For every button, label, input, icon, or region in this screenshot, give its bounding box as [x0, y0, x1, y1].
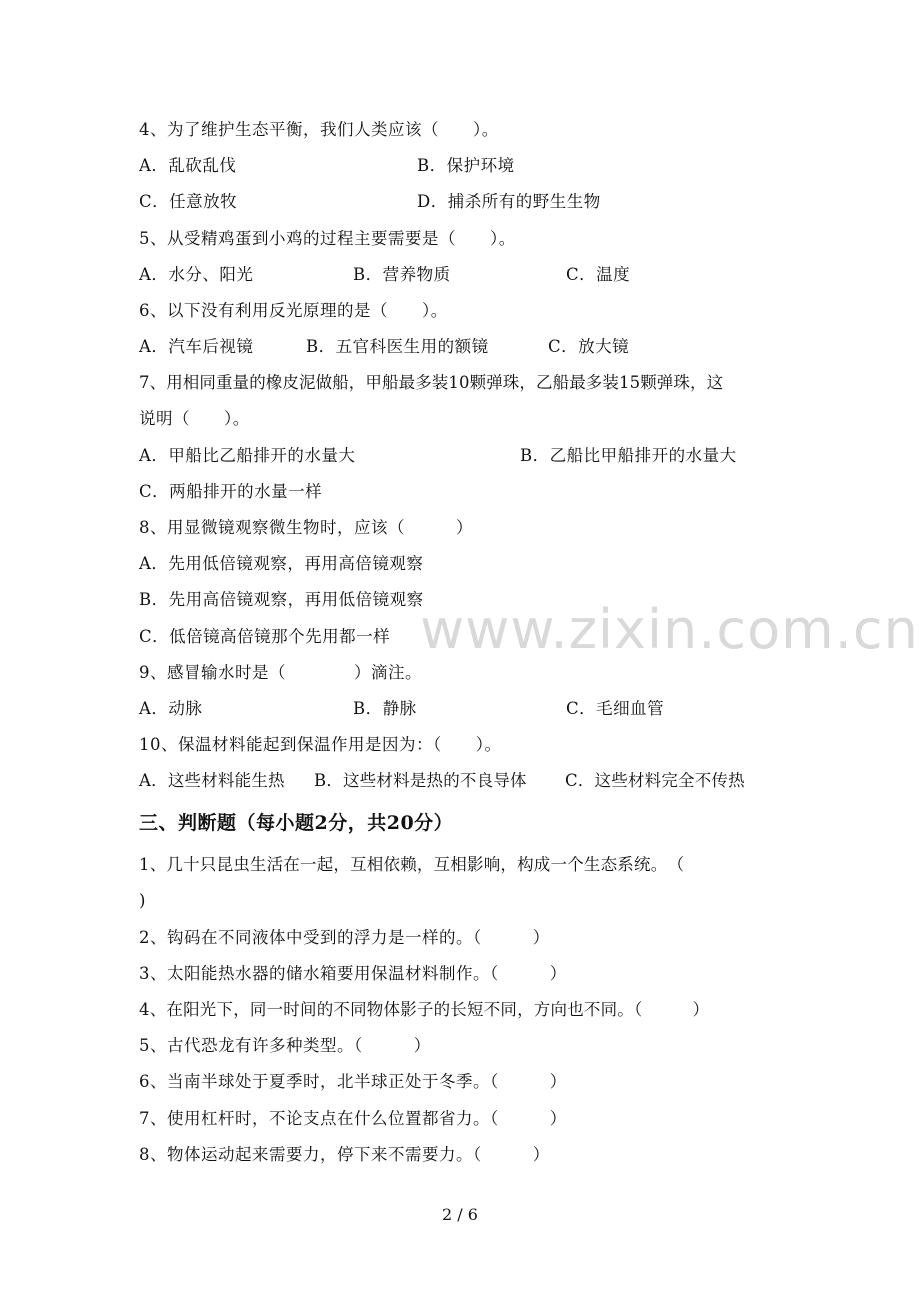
option-b: B．乙船比甲船排开的水量大	[520, 446, 737, 465]
question-stem: 5、从受精鸡蛋到小鸡的过程主要需要是（ ）。	[139, 229, 516, 248]
option-b: B．保护环境	[417, 156, 515, 175]
option-a: A．先用低倍镜观察，再用高倍镜观察	[139, 554, 424, 573]
option-c: C．放大镜	[548, 337, 630, 356]
question-stem: 9、感冒输水时是（ ）滴注。	[139, 663, 422, 682]
option-a: A．汽车后视镜	[139, 337, 254, 356]
question-stem: 8、用显微镜观察微生物时，应该（ ）	[139, 518, 473, 537]
judgment-item-1-line-2: )	[139, 891, 146, 910]
option-b: B．先用高倍镜观察，再用低倍镜观察	[139, 590, 424, 609]
judgment-item-5: 5、古代恐龙有许多种类型。（ ）	[139, 1036, 431, 1055]
question-stem-line-2: 说明（ ）。	[139, 409, 250, 428]
question-stem-line-1: 7、用相同重量的橡皮泥做船，甲船最多装10颗弹珠，乙船最多装15颗弹珠，这	[139, 373, 724, 392]
option-c: C．两船排开的水量一样	[139, 482, 323, 501]
option-c: C．低倍镜高倍镜那个先用都一样	[139, 627, 391, 646]
option-c: C．毛细血管	[566, 699, 665, 718]
option-c: C．这些材料完全不传热	[565, 771, 745, 790]
option-a: A．乱砍乱伐	[139, 156, 237, 175]
judgment-item-8: 8、物体运动起来需要力，停下来不需要力。（ ）	[139, 1145, 550, 1164]
question-stem: 4、为了维护生态平衡，我们人类应该（ ）。	[139, 120, 499, 139]
question-stem: 6、以下没有利用反光原理的是（ ）。	[139, 301, 448, 320]
option-d: D．捕杀所有的野生生物	[417, 192, 601, 211]
option-a: A．水分、阳光	[139, 265, 254, 284]
watermark: www.zixin.com.cn	[420, 598, 919, 661]
judgment-item-6: 6、当南半球处于夏季时，北半球正处于冬季。（ ）	[139, 1072, 567, 1091]
option-b: B．这些材料是热的不良导体	[314, 771, 527, 790]
option-b: B．静脉	[353, 699, 417, 718]
judgment-item-1-line-1: 1、几十只昆虫生活在一起，互相依赖，互相影响，构成一个生态系统。 （	[139, 855, 685, 874]
option-b: B．营养物质	[353, 265, 451, 284]
option-b: B．五官科医生用的额镜	[306, 337, 489, 356]
option-a: A．这些材料能生热	[139, 771, 285, 790]
judgment-item-3: 3、太阳能热水器的储水箱要用保温材料制作。（ ）	[139, 964, 567, 983]
option-c: C．温度	[566, 265, 631, 284]
section-heading: 三、判断题（每小题2分，共20分）	[139, 812, 454, 834]
judgment-item-2: 2、钩码在不同液体中受到的浮力是一样的。（ ）	[139, 928, 550, 947]
question-stem: 10、保温材料能起到保温作用是因为：（ ）。	[139, 735, 502, 754]
option-c: C．任意放牧	[139, 192, 238, 211]
option-a: A．动脉	[139, 699, 203, 718]
page-number: 2 / 6	[442, 1205, 478, 1224]
option-a: A．甲船比乙船排开的水量大	[139, 446, 356, 465]
judgment-item-7: 7、使用杠杆时，不论支点在什么位置都省力。（ ）	[139, 1109, 567, 1128]
judgment-item-4: 4、在阳光下，同一时间的不同物体影子的长短不同，方向也不同。（ ）	[139, 1000, 710, 1019]
